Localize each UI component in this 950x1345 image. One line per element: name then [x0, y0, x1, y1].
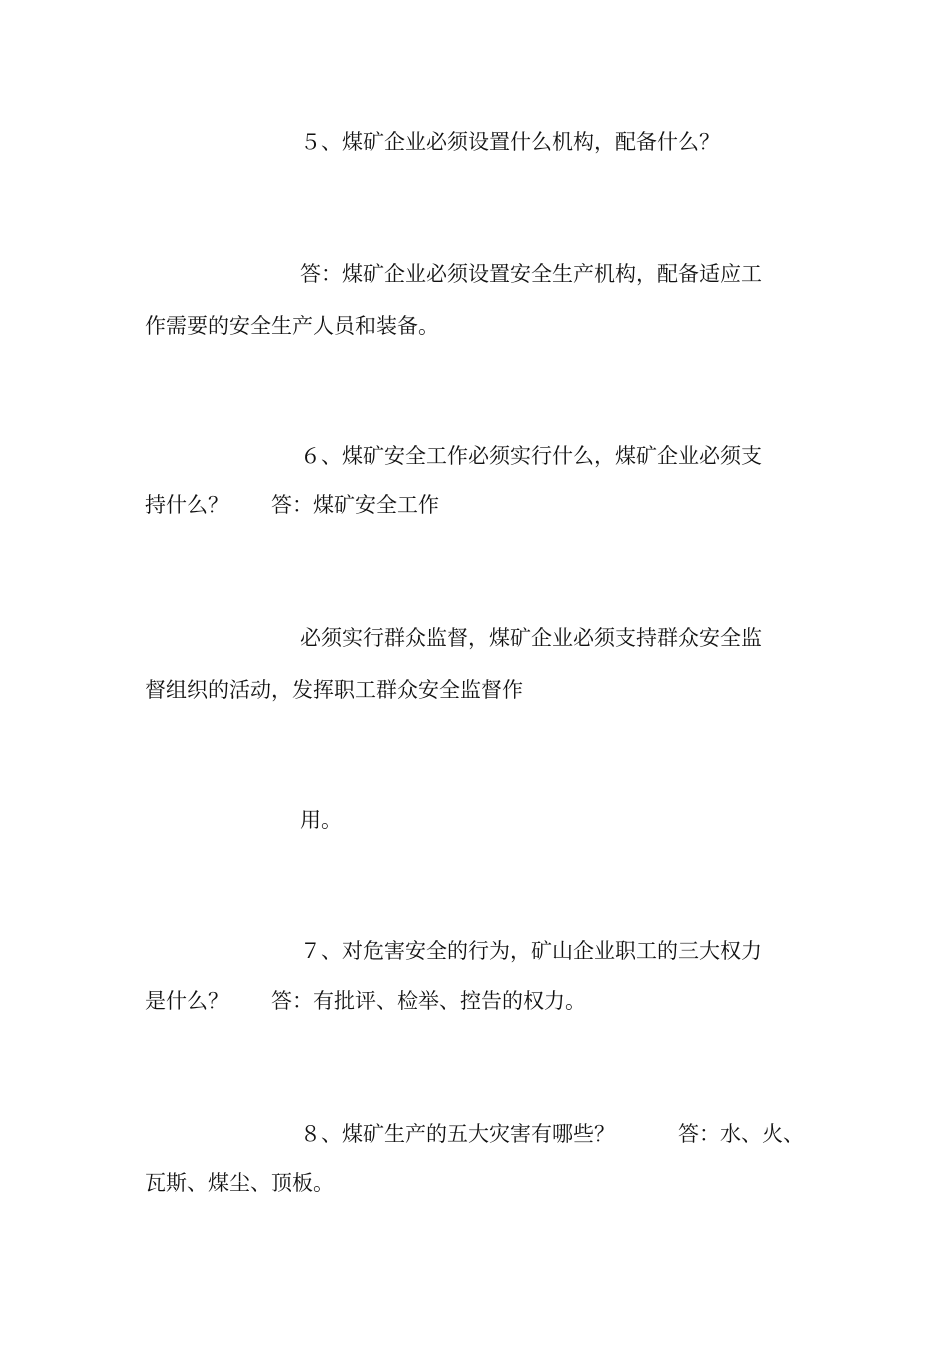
question-8-line-1: ８、煤矿生产的五大灾害有哪些？ 答：水、火、	[300, 1122, 804, 1146]
answer-6-line-2: 督组织的活动，发挥职工群众安全监督作	[145, 678, 523, 702]
question-7-line-2: 是什么？ 答：有批评、检举、控告的权力。	[145, 989, 586, 1013]
question-8-line-2: 瓦斯、煤尘、顶板。	[145, 1171, 334, 1195]
question-6-line-1: ６、煤矿安全工作必须实行什么，煤矿企业必须支	[300, 444, 762, 468]
answer-5-line-1: 答：煤矿企业必须设置安全生产机构，配备适应工	[300, 262, 762, 286]
answer-6-line-1: 必须实行群众监督，煤矿企业必须支持群众安全监	[300, 626, 762, 650]
answer-5-line-2: 作需要的安全生产人员和装备。	[145, 314, 439, 338]
question-5: ５、煤矿企业必须设置什么机构，配备什么？	[300, 130, 720, 154]
question-6-line-2: 持什么？ 答：煤矿安全工作	[145, 493, 439, 517]
answer-6-line-3: 用。	[300, 808, 342, 832]
question-7-line-1: ７、对危害安全的行为，矿山企业职工的三大权力	[300, 939, 762, 963]
